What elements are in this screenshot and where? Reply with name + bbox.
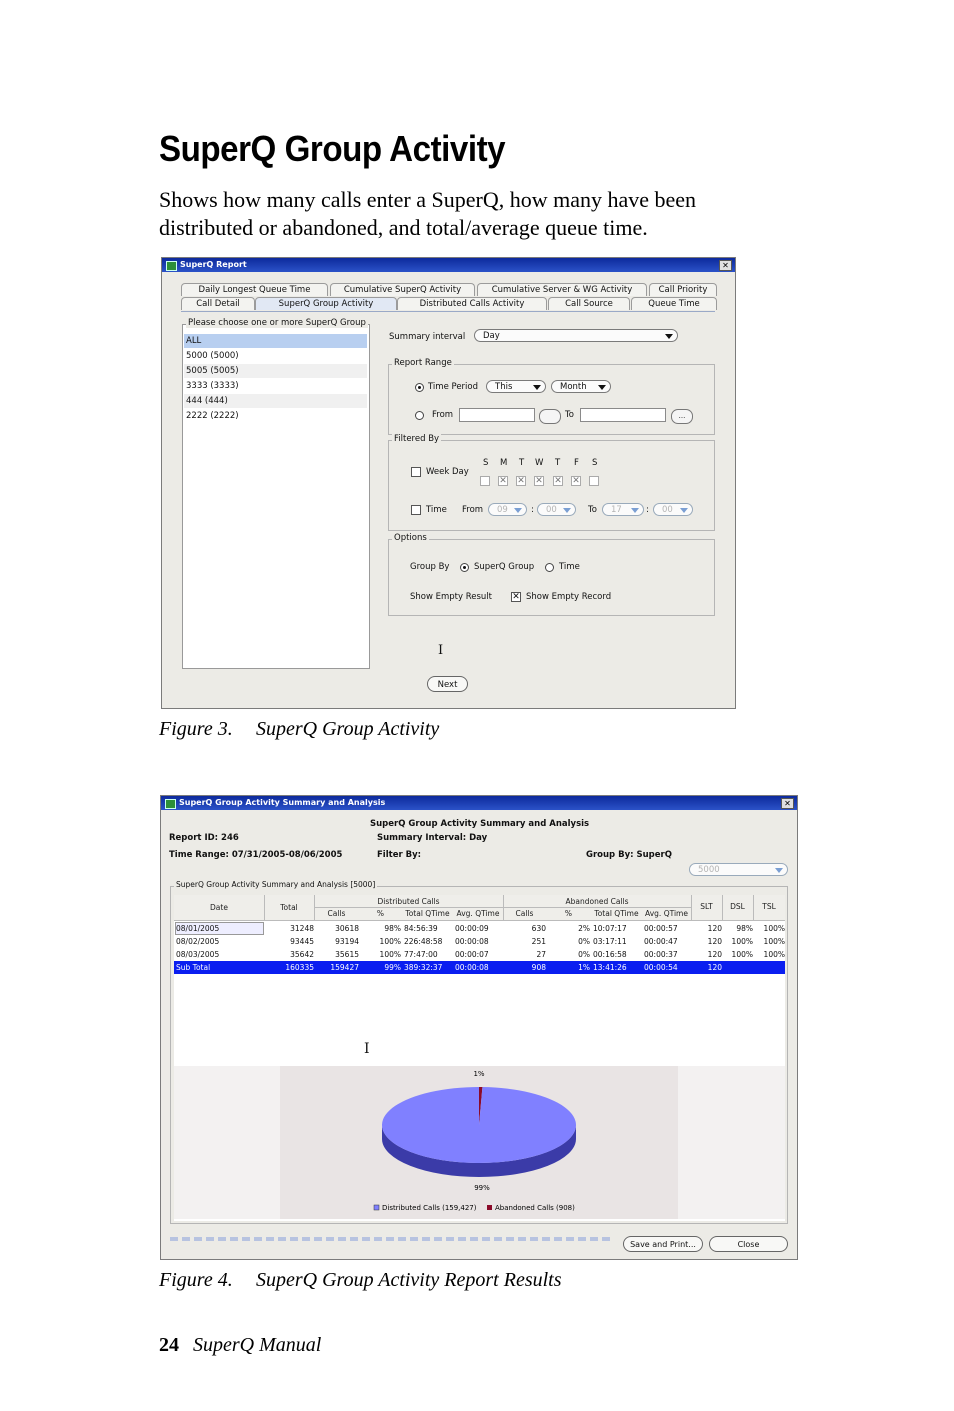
day-checkbox[interactable] [589,476,599,486]
to-minute-value: 00 [662,505,673,515]
table-cell: 27 [536,950,546,959]
from-hour-select[interactable] [488,503,527,516]
table-cell: 35615 [335,950,359,959]
table-cell: 120 [707,937,722,946]
col-dsl[interactable]: DSL [730,902,745,911]
period-select[interactable] [486,380,546,393]
table-cell: 10:07:17 [593,924,627,933]
pie-slice [382,1087,576,1163]
intro-paragraph: Shows how many calls enter a SuperQ, how many have been distributed or abandoned, and total/average queue time. [159,187,697,240]
tab-cumulative-superq-activity[interactable]: Cumulative SuperQ Activity [330,283,475,296]
report-id: Report ID: 246 [169,833,239,843]
day-checkbox[interactable] [480,476,490,486]
group-by-label: Group By [410,562,450,572]
table-cell: 30618 [335,924,359,933]
summary-interval-info: Summary Interval: Day [377,833,488,843]
from-minute-value: 00 [546,505,557,515]
figure4-text: SuperQ Group Activity Report Results [256,1269,562,1291]
time-option-label: Time [559,562,580,572]
app-icon [166,261,177,271]
col-date[interactable]: Date [210,903,228,912]
figure4-caption [159,1269,562,1292]
col-abandoned-group: Abandoned Calls [565,897,629,906]
to-date-input[interactable] [580,408,666,422]
filtered-by-box [388,434,715,531]
tab-daily-longest-queue-time[interactable]: Daily Longest Queue Time [181,283,328,296]
table-cell: 08/02/2005 [176,937,220,946]
close-icon[interactable]: ✕ [781,798,794,809]
col-dist-pct[interactable]: % [376,909,385,918]
from-minute-select[interactable] [537,503,576,516]
results-table [174,895,785,1221]
time-from-label: From [462,505,484,515]
time-to-label: To [588,505,597,515]
header-separator [691,895,692,920]
table-cell: 08/03/2005 [176,950,220,959]
from-date-input[interactable] [459,408,535,422]
from-to-radio[interactable] [415,411,424,420]
legend-swatch-abandoned [487,1205,492,1210]
tab-call-priority[interactable]: Call Priority [649,283,717,296]
table-cell: 93194 [335,937,359,946]
table-row[interactable] [174,948,785,961]
table-cell: 389:32:37 [404,963,443,972]
table-cell: 00:00:07 [455,950,489,959]
text-cursor: I [364,1041,370,1057]
day-letter: T [519,458,525,468]
close-button[interactable]: Close [709,1236,788,1252]
window-title: SuperQ Report [180,260,247,269]
table-cell: 93445 [290,937,314,946]
page-footer [159,1334,321,1357]
table-cell: 03:17:11 [593,937,627,946]
table-cell: 00:00:54 [644,963,678,972]
tab-call-detail[interactable]: Call Detail [181,297,255,310]
legend-label-abandoned: Abandoned Calls (908) [495,1204,575,1212]
group-by-time-radio[interactable] [545,563,554,572]
options-box [388,533,715,616]
table-cell: 00:00:09 [455,924,489,933]
col-aband-pct[interactable]: % [564,909,573,918]
table-cell: 13:41:26 [593,963,627,972]
to-hour-select[interactable] [602,503,644,516]
col-tsl[interactable]: TSL [762,902,776,911]
list-item[interactable]: 444 (444) [184,394,367,408]
filtered-by-legend: Filtered By [394,434,440,444]
header-separator [264,895,265,920]
chart-area [280,1066,678,1219]
period-value: This [495,382,513,392]
table-cell: 120 [707,950,722,959]
chevron-down-icon [533,385,541,390]
header-separator [314,907,691,908]
table-cell: 908 [531,963,546,972]
figure3-caption [159,718,439,741]
table-cell: 84:56:39 [404,924,438,933]
col-total[interactable]: Total [280,903,298,912]
summary-interval-value: Day [483,331,500,341]
from-label: From [432,410,454,420]
group-select-value: 5000 [698,865,720,875]
page-number: 24 [159,1334,179,1356]
time-colon: : [646,505,649,515]
table-cell: 0% [578,937,590,946]
tab-divider [181,311,715,312]
figure4-number: Figure 4. [159,1269,233,1291]
table-cell: 100% [379,937,401,946]
table-cell: 00:16:58 [593,950,627,959]
to-minute-select[interactable] [653,503,693,516]
day-checkbox[interactable]: ✕ [535,476,543,486]
results-table-legend: SuperQ Group Activity Summary and Analysis [5000] [176,880,376,889]
table-cell: 98% [384,924,401,933]
col-aband-avg-qtime[interactable]: Avg. QTime [645,909,688,918]
group-by-info: Group By: SuperQ [586,850,672,860]
table-cell: 77:47:00 [404,950,438,959]
close-icon[interactable]: ✕ [719,260,732,271]
weekday-checkbox[interactable] [411,467,421,477]
chevron-down-icon [775,868,783,873]
from-hour-value: 09 [497,505,508,515]
chevron-down-icon [631,508,639,513]
status-bar [170,1237,610,1241]
day-letter: T [555,458,561,468]
table-cell: 00:00:08 [455,937,489,946]
col-dist-total-qtime[interactable]: Total QTime [405,909,450,918]
options-legend: Options [394,533,427,543]
col-aband-calls[interactable]: Calls [515,909,534,918]
summary-interval-select[interactable] [474,329,678,342]
list-item[interactable]: ALL [184,334,367,348]
app-icon [165,799,176,809]
tab-cumulative-server-wg-activity[interactable]: Cumulative Server & WG Activity [477,283,647,296]
superq-report-window [161,257,736,709]
table-cell: 100% [731,937,753,946]
day-letter: W [535,458,544,468]
table-cell: 159427 [330,963,359,972]
figure3-number: Figure 3. [159,718,233,740]
header-separator [722,895,723,920]
page-title: SuperQ Group Activity [159,128,506,169]
results-heading: SuperQ Group Activity Summary and Analysis [370,819,590,829]
time-period-radio[interactable] [415,383,424,392]
table-cell: 00:00:37 [644,950,678,959]
table-cell: 226:48:58 [404,937,443,946]
time-filter-label: Time [426,505,447,515]
table-row[interactable] [174,935,785,948]
figure3-text: SuperQ Group Activity [256,718,440,740]
day-checkbox[interactable]: ✕ [499,476,507,486]
table-cell: 251 [531,937,546,946]
time-colon: : [531,505,534,515]
col-dist-avg-qtime[interactable]: Avg. QTime [456,909,500,918]
col-dist-calls[interactable]: Calls [327,909,346,918]
pie-label-abandoned: 1% [473,1070,485,1078]
group-by-superq-radio[interactable] [460,563,469,572]
save-and-print-button[interactable]: Save and Print... [623,1236,703,1252]
table-cell: 1% [578,963,590,972]
table-cell: 08/01/2005 [176,924,220,933]
chevron-down-icon [598,385,606,390]
chart-band [678,1066,785,1219]
from-date-picker-button[interactable] [539,409,561,424]
show-empty-record-label: Show Empty Record [526,592,612,602]
table-cell: 100% [379,950,401,959]
chevron-down-icon [665,334,673,339]
table-cell: 35642 [290,950,314,959]
day-letter: S [592,458,598,468]
window-titlebar [161,796,797,810]
table-cell: 00:00:57 [644,924,678,933]
day-letter: M [500,458,508,468]
results-window [160,795,798,1260]
time-checkbox[interactable] [411,505,421,515]
tab-superq-group-activity[interactable]: SuperQ Group Activity [255,297,397,310]
show-empty-record-checkbox[interactable]: ✕ [512,592,520,602]
show-empty-result-label: Show Empty Result [410,592,493,602]
day-checkbox[interactable]: ✕ [554,476,562,486]
table-cell: 630 [531,924,546,933]
time-period-label: Time Period [428,382,479,392]
superq-group-option-label: SuperQ Group [474,562,535,572]
next-button[interactable]: Next [427,676,468,692]
report-range-legend: Report Range [394,358,452,368]
to-hour-value: 17 [611,505,622,515]
table-cell: 2% [578,924,590,933]
day-letter: F [574,458,579,468]
table-cell: 00:00:08 [455,963,489,972]
col-aband-total-qtime[interactable]: Total QTime [594,909,639,918]
group-list-legend: Please choose one or more SuperQ Group [188,318,366,328]
table-cell: 100% [731,950,753,959]
results-table-box [170,880,788,1224]
header-separator [753,895,754,920]
manual-title: SuperQ Manual [193,1334,322,1356]
table-row[interactable] [174,922,785,935]
table-cell: 99% [384,963,401,972]
table-cell: 100% [763,950,785,959]
chevron-down-icon [563,508,571,513]
chevron-down-icon [514,508,522,513]
table-cell: Sub Total [176,963,211,972]
table-cell: 31248 [290,924,314,933]
legend-label-distributed: Distributed Calls (159,427) [382,1204,477,1212]
table-cell: 100% [763,937,785,946]
filter-by-info: Filter By: [377,850,422,860]
summary-interval-label: Summary interval [389,332,466,342]
report-range-box [388,358,715,435]
table-cell: 120 [707,924,722,933]
to-date-picker-button[interactable]: ... [671,409,693,424]
window-title: SuperQ Group Activity Summary and Analysis [179,798,386,807]
pie-label-distributed: 99% [474,1184,490,1192]
subtotal-row[interactable] [174,961,785,974]
col-slt[interactable]: SLT [700,902,713,911]
tab-queue-time[interactable]: Queue Time [631,297,717,310]
time-range-info: Time Range: 07/31/2005-08/06/2005 [169,850,343,860]
list-item[interactable]: 2222 (2222) [186,411,239,421]
table-cell: 98% [736,924,753,933]
chart-band [174,1066,280,1219]
weekday-label: Week Day [426,467,469,477]
table-cell: 100% [763,924,785,933]
col-distributed-group: Distributed Calls [377,897,440,906]
day-checkbox[interactable]: ✕ [572,476,580,486]
list-item[interactable]: 5000 (5000) [186,351,239,361]
window-titlebar [162,258,735,272]
table-cell: 160335 [285,963,314,972]
table-cell: 0% [578,950,590,959]
to-label: To [565,410,574,420]
group-select[interactable] [689,863,788,876]
legend-swatch-distributed [374,1205,379,1210]
pie-chart [280,1066,678,1219]
day-letter: S [483,458,489,468]
superq-group-box [182,318,370,669]
unit-value: Month [560,382,587,392]
list-item[interactable]: 3333 (3333) [186,381,239,391]
tab-call-source[interactable]: Call Source [548,297,630,310]
chevron-down-icon [680,508,688,513]
table-cell: 120 [707,963,722,972]
text-cursor: I [438,643,444,658]
table-cell: 00:00:47 [644,937,678,946]
day-checkbox[interactable]: ✕ [517,476,525,486]
tab-distributed-calls-activity[interactable]: Distributed Calls Activity [397,297,547,310]
list-item[interactable]: 5005 (5005) [184,364,367,378]
unit-select[interactable] [551,380,611,393]
